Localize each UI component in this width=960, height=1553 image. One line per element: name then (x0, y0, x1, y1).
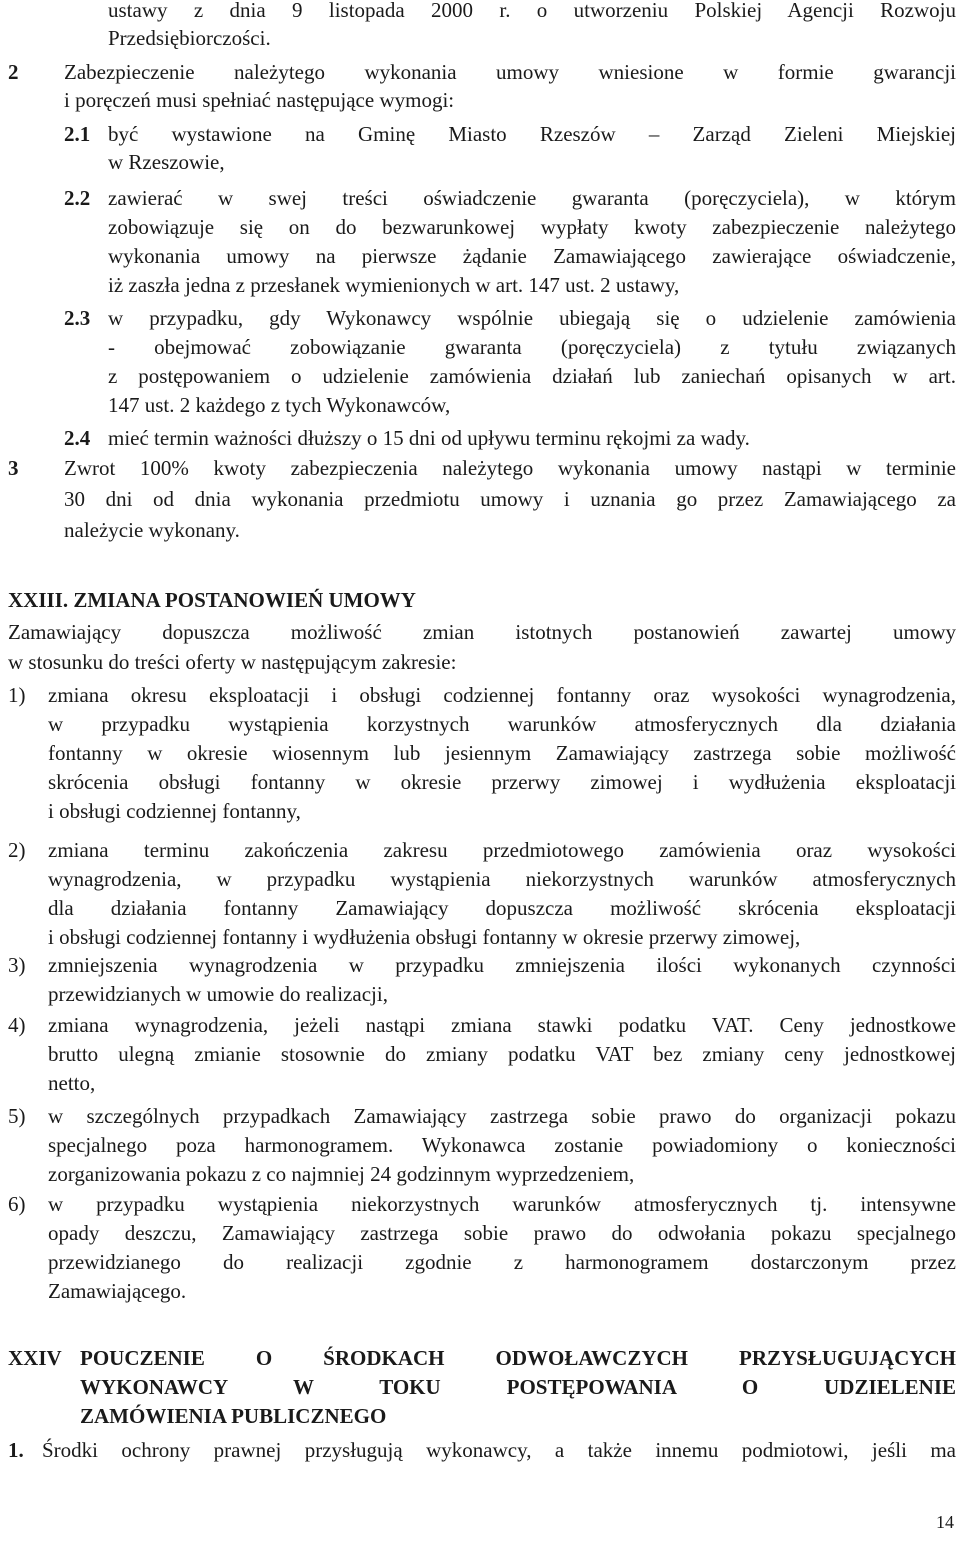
list-item-text-line: Zamawiającego. (48, 1279, 187, 1303)
list-item-text-line: i obsługi codziennej fontanny, (48, 799, 301, 823)
list-item-number: 1) (8, 683, 26, 707)
list-item-number: 5) (8, 1104, 26, 1128)
item-number: 2 (8, 60, 19, 84)
item-number: 2.3 (64, 306, 91, 330)
list-item-text-line: przewidzianego do realizacji zgodnie z harmonogramem dostarczonym przez (48, 1250, 956, 1274)
text-line: mieć termin ważności dłuższy o 15 dni od upływu terminu rękojmi za wady. (108, 426, 750, 450)
list-item-text-line: w przypadku wystąpienia niekorzystnych warunków atmosferycznych tj. intensywne (48, 1192, 956, 1216)
list-item-text-line: netto, (48, 1071, 96, 1095)
list-item-text-line: zmiana terminu zakończenia zakresu przedmiotowego zamówienia oraz wysokości (48, 838, 956, 862)
page-number: 14 (936, 1512, 954, 1532)
item-number: 2.2 (64, 186, 91, 210)
text-line: Środki ochrony prawnej przysługują wykonawcy, a także innemu podmiotowi, jeśli ma (42, 1438, 956, 1462)
section-heading: POUCZENIE O ŚRODKACH ODWOŁAWCZYCH PRZYSŁUGUJĄCYCH (80, 1346, 956, 1370)
text-line: z postępowaniem o udzielenie zamówienia działań lub zaniechań opisanych w art. (108, 364, 956, 388)
list-item-text-line: zorganizowania pokazu z co najmniej 24 godzinnym wyprzedzeniem, (48, 1162, 635, 1186)
list-item-text-line: dla działania fontanny Zamawiający dopuszcza możliwość skrócenia eksploatacji (48, 896, 956, 920)
list-item-number: 3) (8, 953, 26, 977)
text-line: i poręczeń musi spełniać następujące wymogi: (64, 88, 455, 112)
list-item-text-line: w przypadku wystąpienia korzystnych warunków atmosferycznych dla działania (48, 712, 956, 736)
section-heading: ZAMÓWIENIA PUBLICZNEGO (80, 1404, 387, 1428)
text-line: w stosunku do treści oferty w następującym zakresie: (8, 650, 457, 674)
text-line: być wystawione na Gminę Miasto Rzeszów – Zarząd Zieleni Miejskiej (108, 122, 956, 146)
list-item-number: 4) (8, 1013, 26, 1037)
list-item-text-line: fontanny w okresie wiosennym lub jesiennym Zamawiający zastrzega sobie możliwość (48, 741, 956, 765)
section-heading: WYKONAWCY W TOKU POSTĘPOWANIA O UDZIELENIE (80, 1375, 956, 1399)
list-item-number: 2) (8, 838, 26, 862)
list-item-number: 6) (8, 1192, 26, 1216)
section-heading: XXIII. ZMIANA POSTANOWIEŃ UMOWY (8, 588, 416, 612)
section-number: XXIV (8, 1346, 62, 1370)
item-number: 3 (8, 456, 19, 480)
text-line: Zwrot 100% kwoty zabezpieczenia należytego wykonania umowy nastąpi w terminie (64, 456, 956, 480)
list-item-text-line: wynagrodzenia, w przypadku wystąpienia niekorzystnych warunków atmosferycznych (48, 867, 956, 891)
list-item-text-line: przewidzianych w umowie do realizacji, (48, 982, 388, 1006)
item-number: 2.4 (64, 426, 91, 450)
text-line: 30 dni od dnia wykonania przedmiotu umowy i uznania go przez Zamawiającego za (64, 487, 956, 511)
text-line: 147 ust. 2 każdego z tych Wykonawców, (108, 393, 451, 417)
item-number: 2.1 (64, 122, 91, 146)
text-line: w przypadku, gdy Wykonawcy wspólnie ubiegają się o udzielenie zamówienia (108, 306, 956, 330)
text-line: Zamawiający dopuszcza możliwość zmian istotnych postanowień zawartej umowy (8, 620, 956, 644)
list-item-text-line: skrócenia obsługi fontanny w okresie przerwy zimowej i wydłużenia eksploatacji (48, 770, 956, 794)
text-line: zawierać w swej treści oświadczenie gwaranta (poręczyciela), w którym (108, 186, 956, 210)
text-line: w Rzeszowie, (108, 150, 225, 174)
text-line: iż zaszła jedna z przesłanek wymienionych w art. 147 ust. 2 ustawy, (108, 273, 680, 297)
list-item-text-line: brutto ulegną zmianie stosownie do zmiany podatku VAT bez zmiany ceny jednostkowej (48, 1042, 956, 1066)
text-line: wykonania umowy na pierwsze żądanie Zamawiającego zawierające oświadczenie, (108, 244, 956, 268)
list-item-text-line: w szczególnych przypadkach Zamawiający zastrzega sobie prawo do organizacji pokazu (48, 1104, 956, 1128)
text-line: należycie wykonany. (64, 518, 240, 542)
list-item-text-line: i obsługi codziennej fontanny i wydłużenia obsługi fontanny w okresie przerwy zimowej, (48, 925, 801, 949)
text-line: - obejmować zobowiązanie gwaranta (poręczyciela) z tytułu związanych (108, 335, 956, 359)
list-item-text-line: specjalnego poza harmonogramem. Wykonawca zostanie powiadomiony o konieczności (48, 1133, 956, 1157)
list-item-text-line: zmiana okresu eksploatacji i obsługi codziennej fontanny oraz wysokości wynagrodzenia, (48, 683, 956, 707)
list-item-text-line: zmiana wynagrodzenia, jeżeli nastąpi zmiana stawki podatku VAT. Ceny jednostkowe (48, 1013, 956, 1037)
item-number: 1. (8, 1438, 24, 1462)
text-line: Zabezpieczenie należytego wykonania umowy wniesione w formie gwarancji (64, 60, 956, 84)
list-item-text-line: zmniejszenia wynagrodzenia w przypadku zmniejszenia ilości wykonanych czynności (48, 953, 956, 977)
text-line: zobowiązuje się on do bezwarunkowej wypłaty kwoty zabezpieczenie należytego (108, 215, 956, 239)
list-item-text-line: opady deszczu, Zamawiający zastrzega sobie prawo do odwołania pokazu specjalnego (48, 1221, 956, 1245)
text-line: Przedsiębiorczości. (108, 26, 271, 50)
text-line: ustawy z dnia 9 listopada 2000 r. o utworzeniu Polskiej Agencji Rozwoju (108, 0, 956, 22)
